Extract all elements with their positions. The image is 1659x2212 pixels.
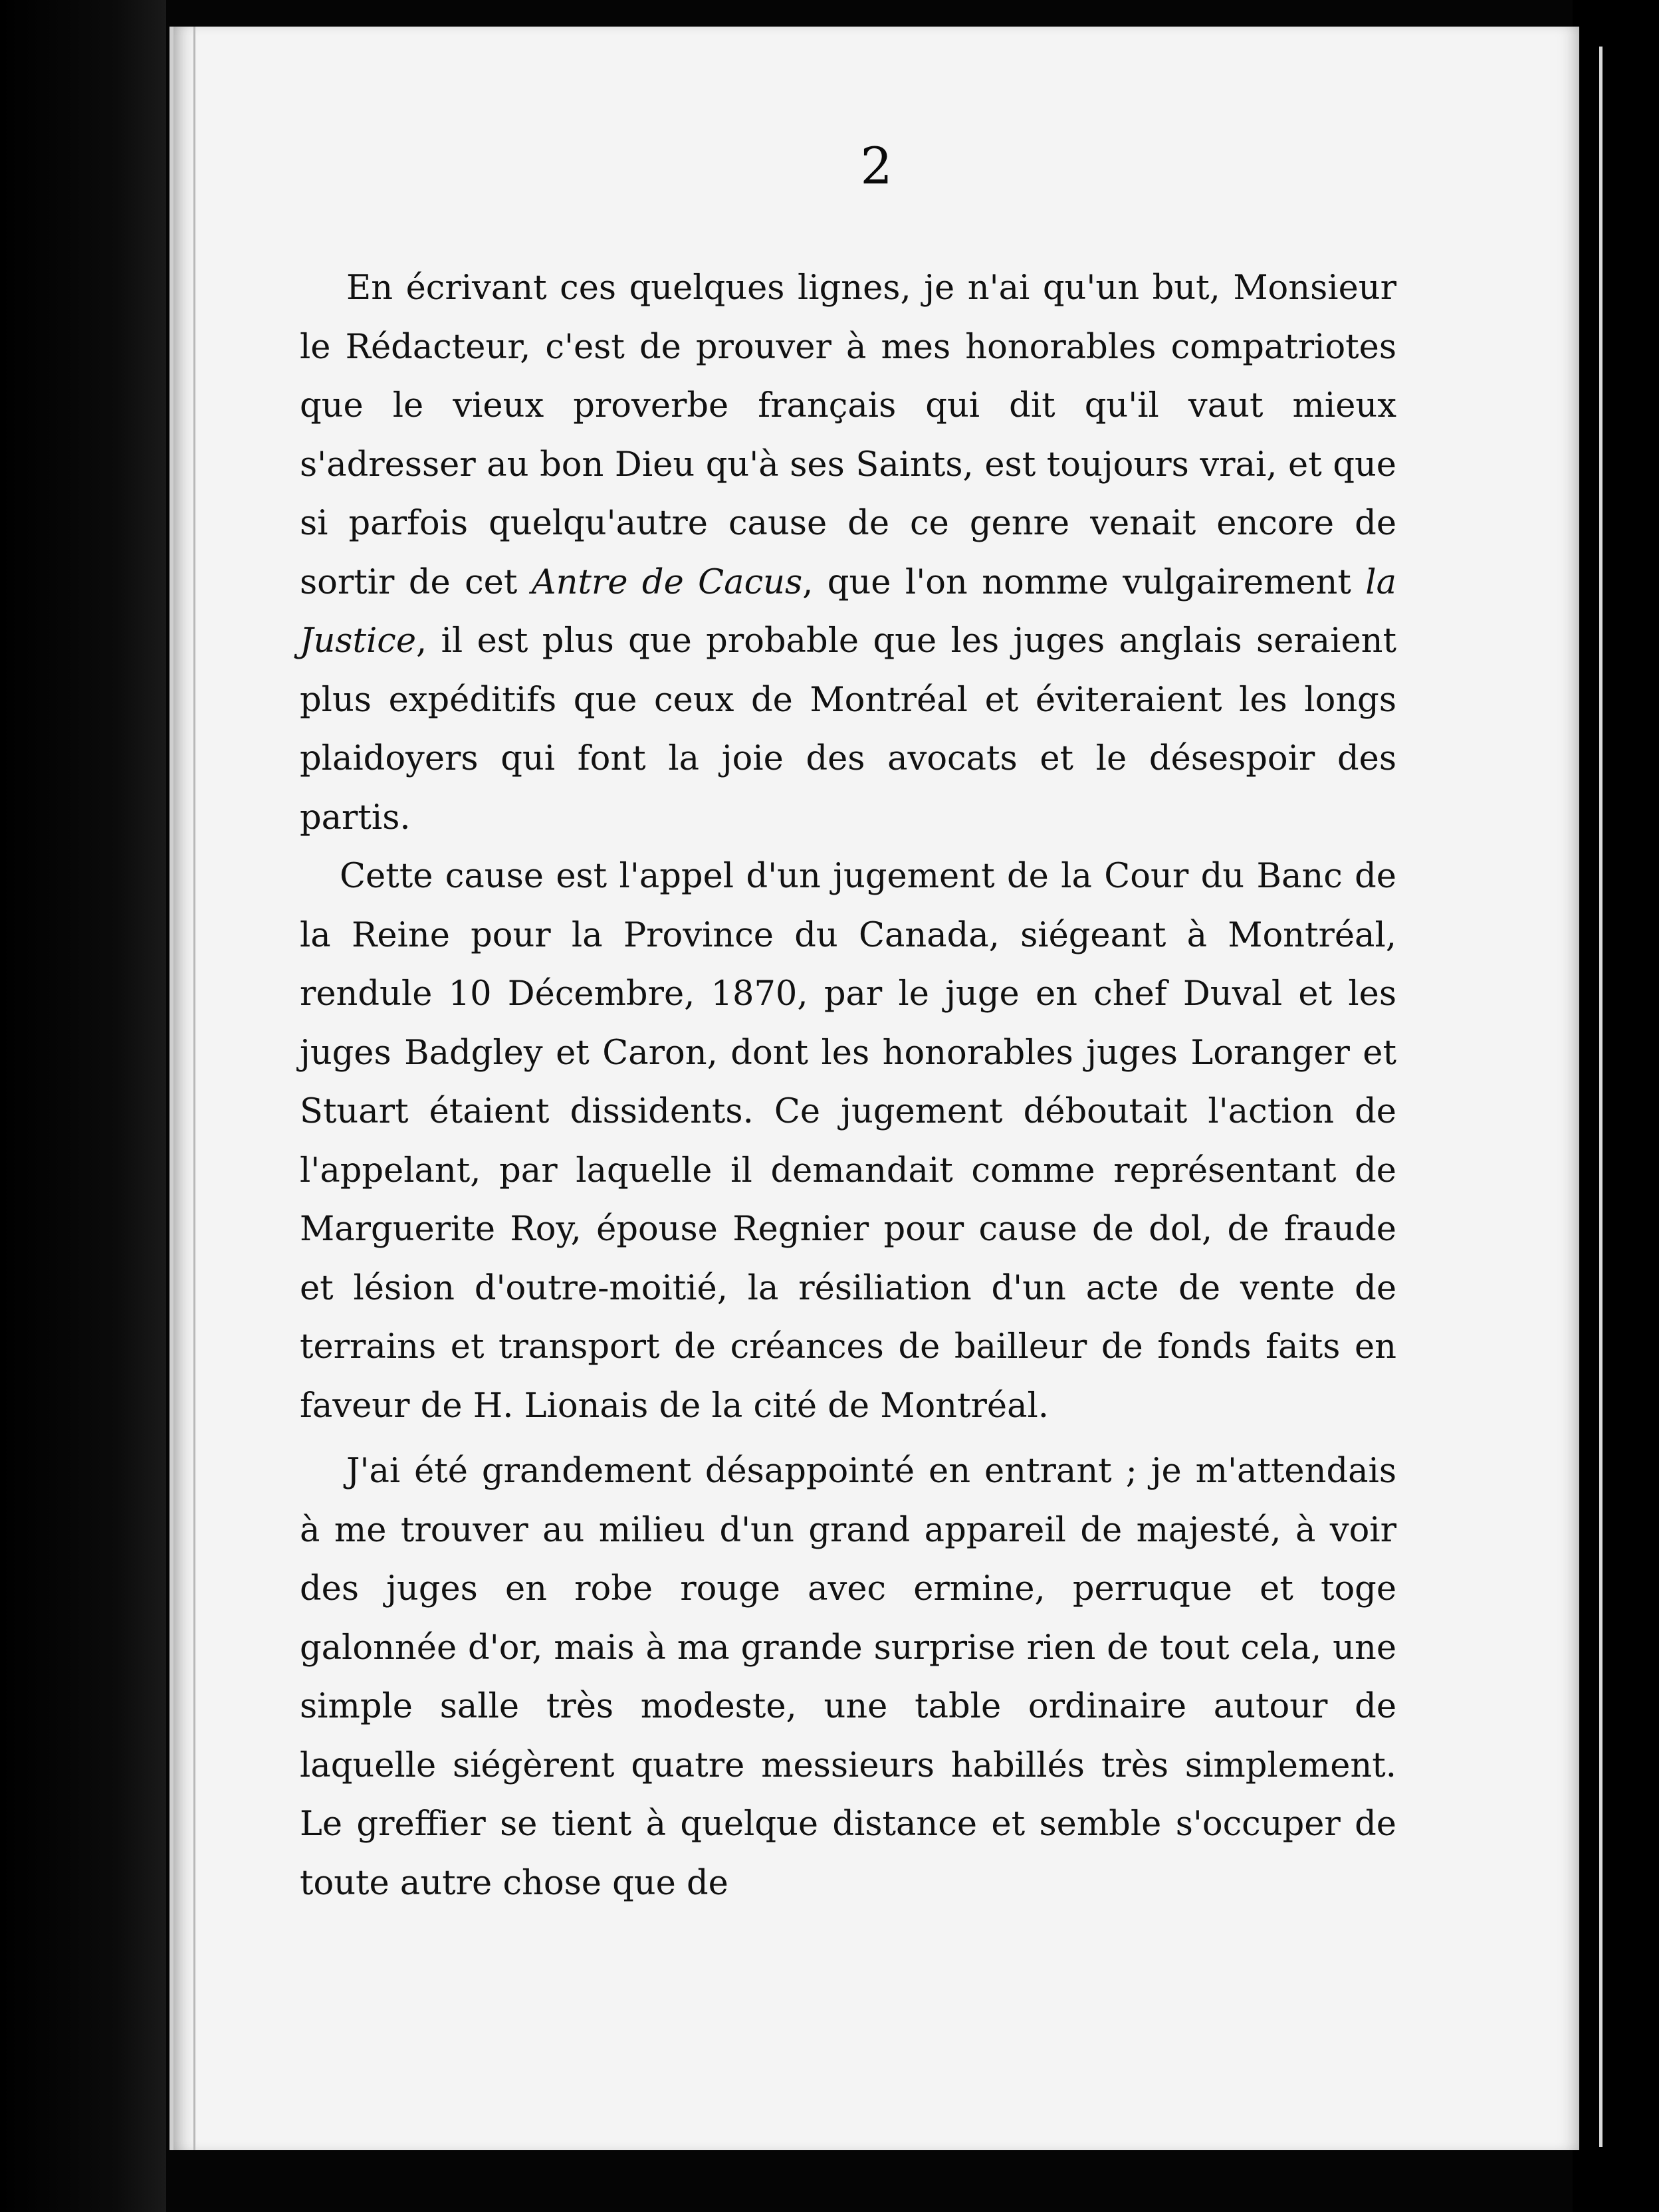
text-segment: Cette cause est l'appel d'un jugement de la Cour du Banc de la Reine pour la Province du Canada, siégeant à Montréal, rendule 10 Décembre, 1870, par le juge en chef Duval et les juges Badgley et Caron, dont les honorables juges Loranger et Stuart étaient dissidents. Ce jugement déboutait l'action de l'appelant, par laquelle il demandait comme représentant de Marguerite Roy, épouse Regnier pour cause de dol, de fraude et lésion d'outre-moitié, la résiliation d'un acte de vente de terrains et transport de créances de bailleur de fonds faits en faveur de H. Lionais de la cité de Montréal.: [300, 857, 1396, 1426]
paragraph-3: [300, 1442, 1396, 1913]
paragraph-1: [300, 259, 1396, 847]
text-segment: , il est plus que probable que les juges anglais seraient plus expéditifs que ceux de Montréal et éviteraient les longs plaidoyers qui font la joie des avocats et le désespoir des partis.: [300, 621, 1396, 837]
book-page: [169, 27, 1579, 2150]
text-segment: En écrivant ces quelques lignes, je n'ai qu'un but, Monsieur le Rédacteur, c'est de prouver à mes honorables compatriotes que le vieux proverbe français qui dit qu'il vaut mieux s'adresser au bon Dieu qu'à ses Saints, est toujours vrai, et que si parfois quelqu'autre cause de ce genre venait encore de sortir de cet: [300, 269, 1396, 602]
paragraph-2: [300, 847, 1396, 1436]
body-text: [300, 259, 1396, 1913]
page-number: 2: [860, 136, 893, 195]
text-segment: , que l'on nomme vulgairement: [802, 562, 1366, 602]
adjacent-page-edge: [1599, 47, 1603, 2147]
scan-right-margin: [1573, 0, 1659, 2212]
italic-term-la-justice: la Justice: [300, 562, 1396, 661]
text-segment: J'ai été grandement désappointé en entrant ; je m'attendais à me trouver au milieu d'un grand appareil de majesté, à voir des juges en robe rouge avec ermine, perruque et toge galonnée d'or, mais à ma grande surprise rien de tout cela, une simple salle très modeste, une table ordinaire autour de laquelle siégèrent quatre messieurs habillés très simplement. Le greffier se tient à quelque distance et semble s'occuper de toute autre chose que de: [300, 1452, 1396, 1903]
italic-term-antre-de-cacus: Antre de Cacus: [531, 562, 803, 602]
scan-left-margin: [0, 0, 166, 2212]
